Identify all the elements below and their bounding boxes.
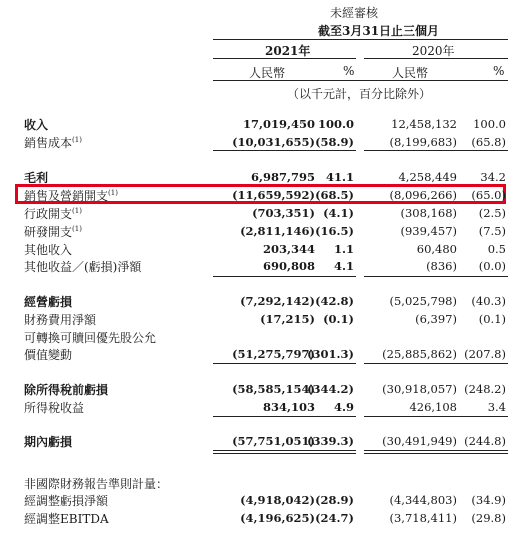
cell-p2021: (68.5) <box>315 188 354 202</box>
cell-p2020: (34.9) <box>471 493 506 507</box>
rmb-2021-header: 人民幣 <box>249 66 286 80</box>
total-rule <box>213 276 356 277</box>
row-label <box>24 116 48 133</box>
row-label-text: 行政開支 <box>24 207 73 221</box>
row-label <box>24 346 72 363</box>
total-rule <box>364 363 508 364</box>
cell-v2020: (25,885,862) <box>382 347 457 361</box>
row-label <box>24 293 72 310</box>
row-label-text: 經營虧損 <box>24 295 73 309</box>
row-label <box>24 510 109 527</box>
cell-p2021: 41.1 <box>325 170 354 184</box>
cell-v2021: (58,585,154) <box>232 382 315 396</box>
cell-p2020: (29.8) <box>471 511 506 525</box>
cell-v2020: 12,458,132 <box>391 117 457 131</box>
total-rule <box>213 416 356 417</box>
total-rule <box>213 450 356 451</box>
total-rule <box>213 150 356 151</box>
row-label-text: 經調整虧損淨額 <box>24 494 109 508</box>
row-label-text: 研發開支 <box>24 225 73 239</box>
row-label <box>24 475 168 492</box>
cell-v2021: (10,031,655) <box>232 135 315 149</box>
cell-v2020: 4,258,449 <box>398 170 457 184</box>
cell-v2020: (3,718,411) <box>389 511 457 525</box>
cell-p2020: (0.1) <box>478 312 506 326</box>
total-rule <box>364 276 508 277</box>
total-rule <box>213 363 356 364</box>
year-2021-header: 2021年 <box>265 44 311 58</box>
cell-p2020: (65.8) <box>471 135 506 149</box>
cell-p2021: (344.2) <box>307 382 354 396</box>
total-rule <box>364 453 508 454</box>
row-label-text: 其他收益／(虧損)淨額 <box>24 260 142 274</box>
row-label <box>24 329 156 346</box>
cell-v2020: (308,168) <box>400 206 457 220</box>
row-label <box>24 433 72 450</box>
cell-p2020: 0.5 <box>487 242 506 256</box>
cell-p2020: (244.8) <box>464 434 506 448</box>
cell-p2021: (42.8) <box>315 294 354 308</box>
rmb-2020-header: 人民幣 <box>392 66 429 80</box>
cell-p2021: (301.3) <box>307 347 354 361</box>
period-rule <box>213 39 508 40</box>
pct-2020-header: % <box>493 64 505 78</box>
footnote-marker: (1) <box>108 189 118 197</box>
cell-v2021: (703,351) <box>252 206 315 220</box>
cell-v2020: (8,199,683) <box>389 135 457 149</box>
cell-p2021: (16.5) <box>315 224 354 238</box>
row-label <box>24 492 108 509</box>
footnote-marker: (1) <box>72 207 82 215</box>
cell-p2021: (0.1) <box>323 312 354 326</box>
row-label-text: 財務費用淨額 <box>24 313 97 327</box>
cell-p2020: (40.3) <box>471 294 506 308</box>
cell-p2021: 4.1 <box>333 259 354 273</box>
year-2020-rule <box>364 58 508 59</box>
total-rule <box>364 416 508 417</box>
cell-p2020: (248.2) <box>464 382 506 396</box>
row-label-text: 可轉換可贖回優先股公允 <box>24 331 157 345</box>
cell-v2021: 834,103 <box>262 400 315 414</box>
cell-p2021: (24.7) <box>315 511 354 525</box>
row-label <box>24 223 82 240</box>
cell-p2021: 100.0 <box>317 117 354 131</box>
cell-p2021: (339.3) <box>307 434 354 448</box>
units-rule <box>213 80 508 81</box>
year-2020-header: 2020年 <box>412 44 455 58</box>
row-label-text: 非國際財務報告準則計量： <box>24 477 169 491</box>
cell-v2021: (11,659,592) <box>232 188 315 202</box>
row-label <box>24 311 96 328</box>
period-header: 截至3月31日止三個月 <box>318 24 440 38</box>
cell-p2021: (4.1) <box>323 206 354 220</box>
cell-p2020: (65.0) <box>471 188 506 202</box>
cell-v2020: (8,096,266) <box>389 188 457 202</box>
row-label <box>24 134 82 151</box>
cell-v2021: (2,811,146) <box>240 224 315 238</box>
cell-v2021: (4,918,042) <box>240 493 315 507</box>
cell-p2020: 100.0 <box>473 117 506 131</box>
cell-v2020: 60,480 <box>416 242 457 256</box>
row-label-text: 毛利 <box>24 171 49 185</box>
cell-p2020: (2.5) <box>478 206 506 220</box>
cell-v2021: (57,751,051) <box>232 434 315 448</box>
unaudited-header: 未經審核 <box>330 6 379 20</box>
cell-v2020: 426,108 <box>409 400 457 414</box>
row-label <box>24 258 141 275</box>
row-label <box>24 399 84 416</box>
row-label <box>24 241 72 258</box>
cell-v2021: 203,344 <box>262 242 315 256</box>
cell-v2021: (4,196,625) <box>240 511 315 525</box>
cell-v2020: (6,397) <box>415 312 457 326</box>
cell-p2021: 1.1 <box>333 242 354 256</box>
cell-v2020: (4,344,803) <box>389 493 457 507</box>
cell-v2020: (939,457) <box>400 224 457 238</box>
total-rule <box>213 453 356 454</box>
cell-v2021: 690,808 <box>262 259 315 273</box>
cell-p2020: (7.5) <box>478 224 506 238</box>
cell-p2020: (207.8) <box>464 347 506 361</box>
cell-v2020: (30,918,057) <box>382 382 457 396</box>
row-label-text: 期內虧損 <box>24 435 73 449</box>
cell-v2021: 6,987,795 <box>250 170 315 184</box>
cell-v2021: 17,019,450 <box>242 117 315 131</box>
cell-v2020: (5,025,798) <box>389 294 457 308</box>
footnote-marker: (1) <box>72 136 82 144</box>
cell-p2021: (58.9) <box>315 135 354 149</box>
row-label-text: 所得稅收益 <box>24 401 85 415</box>
units-note: （以千元計，百分比除外） <box>287 87 432 101</box>
cell-v2021: (51,275,797) <box>232 347 315 361</box>
row-label <box>24 381 108 398</box>
footnote-marker: (1) <box>72 225 82 233</box>
row-label-text: 收入 <box>24 118 49 132</box>
row-label <box>24 169 48 186</box>
cell-p2020: (0.0) <box>478 259 506 273</box>
row-label-text: 銷售及營銷開支 <box>24 189 109 203</box>
total-rule <box>364 450 508 451</box>
total-rule <box>364 150 508 151</box>
cell-p2020: 3.4 <box>487 400 506 414</box>
row-label <box>24 187 118 204</box>
cell-p2020: 34.2 <box>480 170 506 184</box>
cell-v2021: (7,292,142) <box>240 294 315 308</box>
row-label-text: 銷售成本 <box>24 136 73 150</box>
year-2021-rule <box>213 58 356 59</box>
cell-p2021: (28.9) <box>315 493 354 507</box>
cell-v2021: (17,215) <box>260 312 315 326</box>
cell-p2021: 4.9 <box>333 400 354 414</box>
row-label-text: 其他收入 <box>24 243 73 257</box>
row-label-text: 經調整EBITDA <box>24 512 109 526</box>
cell-v2020: (30,491,949) <box>382 434 457 448</box>
row-label-text: 除所得稅前虧損 <box>24 383 109 397</box>
row-label-text: 價值變動 <box>24 348 73 362</box>
cell-v2020: (836) <box>426 259 457 273</box>
row-label <box>24 205 82 222</box>
pct-2021-header: % <box>343 64 355 78</box>
